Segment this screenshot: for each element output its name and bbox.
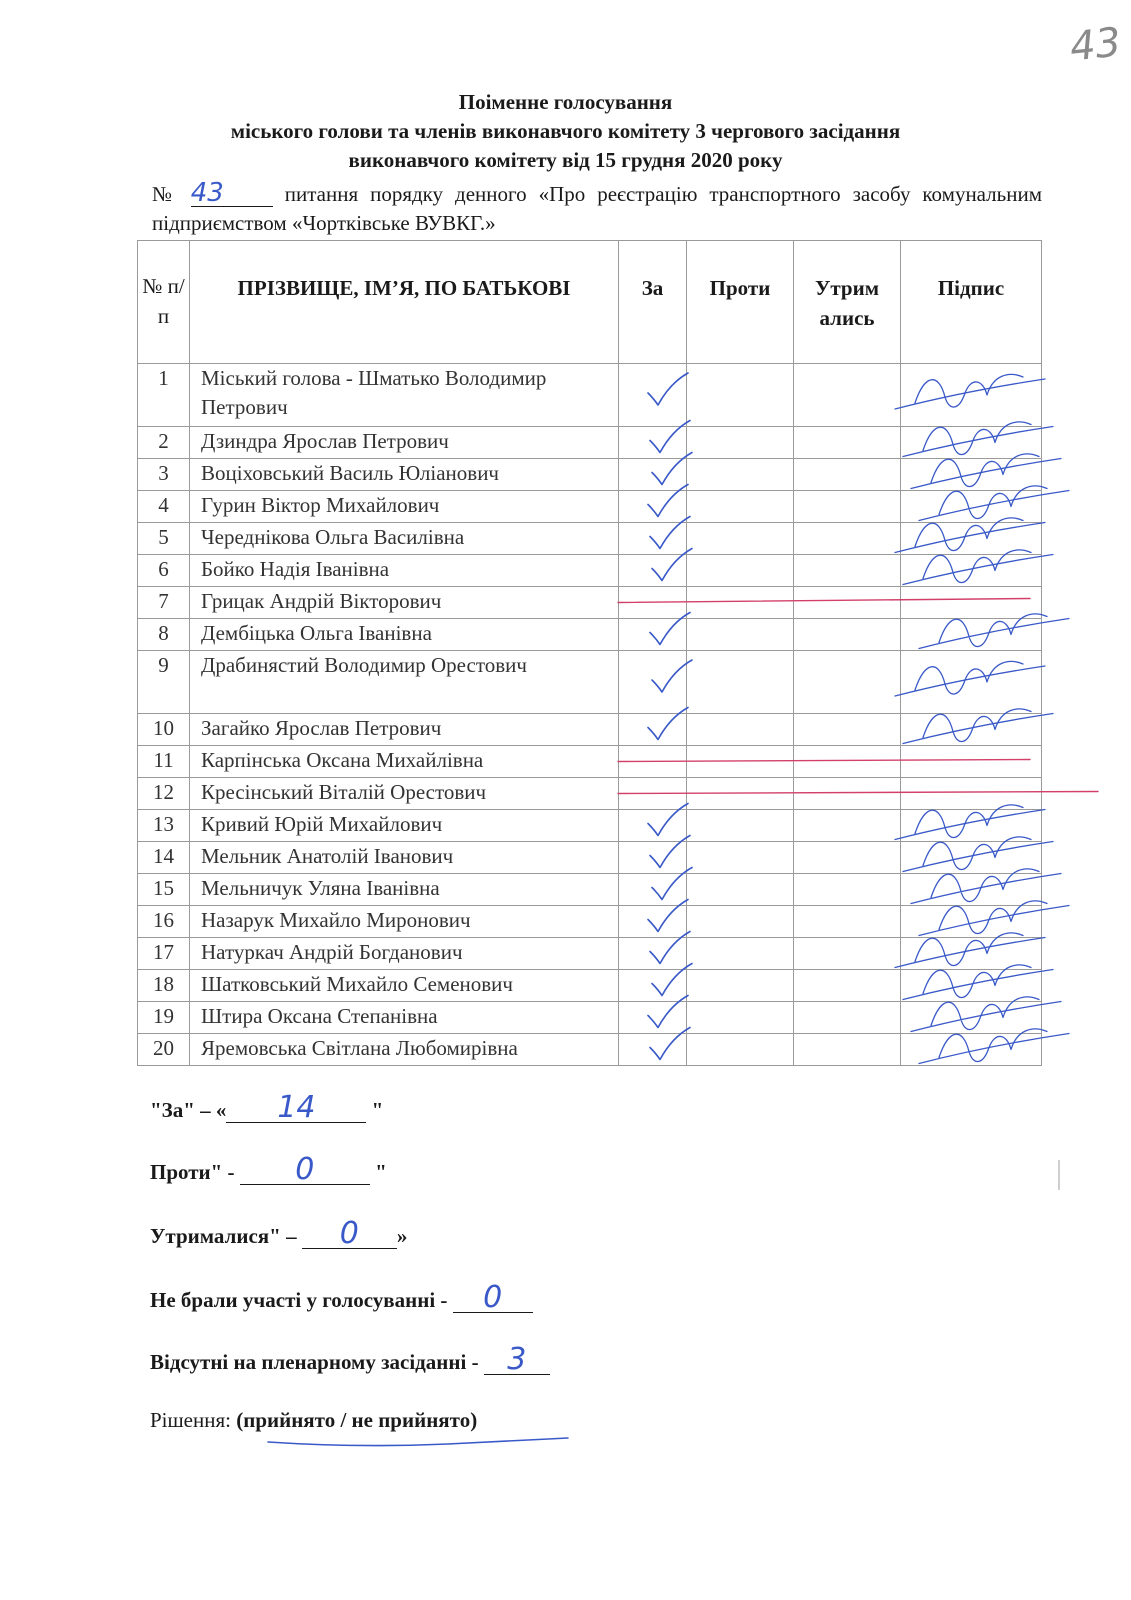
summary-not-voted-label: Не брали участі у голосуванні - [150,1288,448,1312]
table-row [138,587,1042,619]
page-number: 43 [1067,19,1124,71]
row-number: 20 [138,1034,190,1066]
row-name: Карпінська Оксана Михайлівна [190,746,619,778]
row-abstained-cell [794,459,901,491]
row-number: 8 [138,619,190,651]
row-yes-cell [619,587,687,619]
row-number: 5 [138,523,190,555]
row-abstained-cell [794,1034,901,1066]
summary-no [150,1152,387,1187]
table-row [138,938,1042,970]
table-row [138,523,1042,555]
row-signature-cell [901,587,1042,619]
row-signature-cell [901,555,1042,587]
summary-abstained-label: Утрималися" – [150,1224,297,1248]
row-signature-cell [901,1002,1042,1034]
row-number: 7 [138,587,190,619]
row-no-cell [687,842,794,874]
summary-no-close: " [375,1160,387,1184]
table-row [138,619,1042,651]
header-yes: За [619,241,687,364]
row-number: 4 [138,491,190,523]
row-name: Кривий Юрій Михайлович [190,810,619,842]
summary-absent-value: 3 [484,1346,550,1375]
row-yes-cell [619,970,687,1002]
row-abstained-cell [794,523,901,555]
row-no-cell [687,938,794,970]
row-number: 13 [138,810,190,842]
row-name: Драбинястий Володимир Орестович [190,651,619,714]
row-abstained-cell [794,427,901,459]
row-signature-cell [901,364,1042,427]
row-name: Штира Оксана Степанівна [190,1002,619,1034]
row-signature-cell [901,1034,1042,1066]
row-abstained-cell [794,491,901,523]
row-signature-cell [901,842,1042,874]
row-number: 6 [138,555,190,587]
row-number: 1 [138,364,190,427]
row-yes-cell [619,906,687,938]
row-number: 19 [138,1002,190,1034]
summary-not-voted-value: 0 [453,1284,533,1313]
row-no-cell [687,874,794,906]
header-no: Проти [687,241,794,364]
row-abstained-cell [794,938,901,970]
row-signature-cell [901,938,1042,970]
row-yes-cell [619,1002,687,1034]
table-row [138,1002,1042,1034]
summary-absent [150,1342,550,1377]
table-row [138,364,1042,427]
row-no-cell [687,970,794,1002]
row-yes-cell [619,874,687,906]
row-no-cell [687,778,794,810]
row-yes-cell [619,555,687,587]
roll-call-table [137,240,1042,1066]
row-name: Загайко Ярослав Петрович [190,714,619,746]
row-name: Воціховський Василь Юліанович [190,459,619,491]
row-number: 18 [138,970,190,1002]
row-no-cell [687,906,794,938]
table-row [138,778,1042,810]
heading-line-3: виконавчого комітету від 15 грудня 2020 року [348,148,783,172]
row-signature-cell [901,459,1042,491]
agenda-number-handwritten: 43 [191,180,273,207]
table-body [138,364,1042,1066]
row-signature-cell [901,491,1042,523]
row-no-cell [687,364,794,427]
row-yes-cell [619,746,687,778]
table-row [138,874,1042,906]
margin-mark [1058,1160,1060,1190]
row-number: 16 [138,906,190,938]
row-no-cell [687,587,794,619]
row-abstained-cell [794,364,901,427]
row-abstained-cell [794,555,901,587]
row-name: Дзиндра Ярослав Петрович [190,427,619,459]
row-signature-cell [901,810,1042,842]
row-no-cell [687,459,794,491]
row-name: Шатковський Михайло Семенович [190,970,619,1002]
row-name: Бойко Надія Іванівна [190,555,619,587]
row-abstained-cell [794,778,901,810]
row-yes-cell [619,427,687,459]
row-signature-cell [901,874,1042,906]
row-yes-cell [619,1034,687,1066]
row-number: 9 [138,651,190,714]
summary-no-value: 0 [240,1156,370,1185]
row-signature-cell [901,619,1042,651]
table-row [138,714,1042,746]
row-name: Мельничук Уляна Іванівна [190,874,619,906]
row-name: Міський голова - Шматько Володимир Петрович [190,364,619,427]
summary-abstained-close: » [396,1224,408,1248]
row-no-cell [687,491,794,523]
table-row [138,427,1042,459]
summary-abstained-value: 0 [302,1220,397,1249]
table-row [138,842,1042,874]
row-no-cell [687,619,794,651]
decision-options: (прийнято / не прийнято) [236,1408,478,1432]
row-no-cell [687,523,794,555]
row-abstained-cell [794,587,901,619]
row-abstained-cell [794,810,901,842]
row-number: 10 [138,714,190,746]
row-yes-cell [619,810,687,842]
table-row [138,1034,1042,1066]
row-no-cell [687,555,794,587]
row-no-cell [687,651,794,714]
row-signature-cell [901,746,1042,778]
row-number: 15 [138,874,190,906]
row-number: 14 [138,842,190,874]
row-yes-cell [619,619,687,651]
row-no-cell [687,810,794,842]
summary-absent-label: Відсутні на пленарному засіданні - [150,1350,479,1374]
row-signature-cell [901,906,1042,938]
row-name: Гурин Віктор Михайлович [190,491,619,523]
table-row [138,746,1042,778]
decision-line [150,1408,477,1433]
row-abstained-cell [794,714,901,746]
table-row [138,459,1042,491]
row-abstained-cell [794,746,901,778]
row-name: Кресінський Віталій Орестович [190,778,619,810]
row-yes-cell [619,491,687,523]
document-heading [0,88,1131,175]
row-number: 12 [138,778,190,810]
row-signature-cell [901,714,1042,746]
row-abstained-cell [794,619,901,651]
header-num: № п/п [138,241,190,364]
row-no-cell [687,714,794,746]
row-number: 11 [138,746,190,778]
row-name: Мельник Анатолій Іванович [190,842,619,874]
row-no-cell [687,1002,794,1034]
row-signature-cell [901,427,1042,459]
row-yes-cell [619,938,687,970]
agenda-prefix: № [152,182,179,206]
summary-abstained [150,1216,408,1251]
header-abstained: Утрим ались [794,241,901,364]
row-yes-cell [619,364,687,427]
row-no-cell [687,1034,794,1066]
row-number: 2 [138,427,190,459]
heading-line-1: Поіменне голосування [458,90,673,114]
row-name: Натуркач Андрій Богданович [190,938,619,970]
row-number: 3 [138,459,190,491]
row-abstained-cell [794,842,901,874]
table-row [138,810,1042,842]
row-signature-cell [901,778,1042,810]
table-row [138,970,1042,1002]
agenda-item [152,180,1042,238]
header-name: ПРІЗВИЩЕ, ІМ’Я, ПО БАТЬКОВІ [190,241,619,364]
decision-underline [268,1438,568,1446]
row-no-cell [687,427,794,459]
summary-yes-close: " [371,1098,384,1122]
row-number: 17 [138,938,190,970]
table-row [138,651,1042,714]
row-signature-cell [901,523,1042,555]
row-abstained-cell [794,874,901,906]
table-row [138,555,1042,587]
row-abstained-cell [794,970,901,1002]
row-name: Череднікова Ольга Василівна [190,523,619,555]
row-abstained-cell [794,906,901,938]
row-name: Назарук Михайло Миронович [190,906,619,938]
row-no-cell [687,746,794,778]
row-yes-cell [619,459,687,491]
table-row [138,491,1042,523]
summary-not-voted [150,1280,533,1315]
table-header-row [138,241,1042,364]
row-yes-cell [619,714,687,746]
row-yes-cell [619,778,687,810]
table-row [138,906,1042,938]
header-signature: Підпис [901,241,1042,364]
row-name: Яремовська Світлана Любомирівна [190,1034,619,1066]
summary-yes [150,1090,384,1125]
row-signature-cell [901,651,1042,714]
row-yes-cell [619,651,687,714]
summary-no-label: Проти" - [150,1160,235,1184]
agenda-text: питання порядку денного «Про реєстрацію транспортного засобу комунальним підприємством «Чортківське ВУВКГ.» [152,182,1043,235]
row-yes-cell [619,523,687,555]
row-yes-cell [619,842,687,874]
row-abstained-cell [794,651,901,714]
row-name: Дембіцька Ольга Іванівна [190,619,619,651]
heading-line-2: міського голови та членів виконавчого комітету 3 чергового засідання [230,119,901,143]
row-name: Грицак Андрій Вікторович [190,587,619,619]
row-abstained-cell [794,1002,901,1034]
row-signature-cell [901,970,1042,1002]
summary-yes-label: "За" – « [150,1098,227,1122]
summary-yes-value: 14 [226,1094,366,1123]
decision-label: Рішення: [150,1408,231,1432]
